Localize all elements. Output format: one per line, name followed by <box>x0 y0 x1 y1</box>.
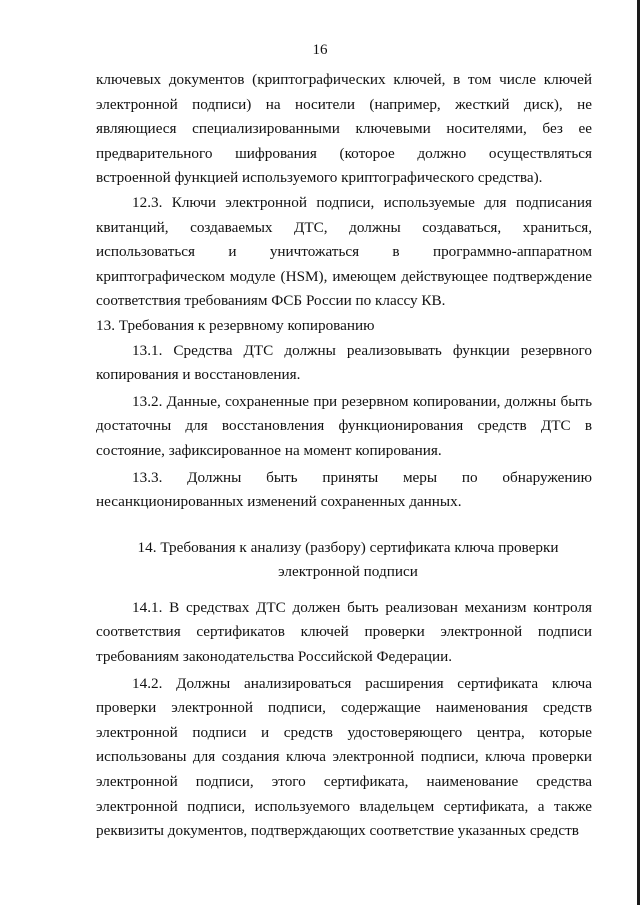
section-14-heading-line-1: 14. Требования к анализу (разбору) сертификата ключа проверки <box>137 538 559 556</box>
section-14-heading <box>96 536 592 585</box>
document-body <box>96 68 592 844</box>
section-14-heading-line-2: электронной подписи <box>278 563 418 581</box>
paragraph-14-1: 14.1. В средствах ДТС должен быть реализован механизм контроля соответствия сертификатов ключей проверки электронной подписи требованиям законодательства Российской Федерации. <box>96 598 592 666</box>
paragraph-13-1: 13.1. Средства ДТС должны реализовывать функции резервного копирования и восстановления. <box>96 341 592 384</box>
paragraph-13-2: 13.2. Данные, сохраненные при резервном копировании, должны быть достаточны для восстановления функционирования средств ДТС в состояние, зафиксированное на момент копирования. <box>96 392 592 459</box>
paragraph-continuation: ключевых документов (криптографических ключей, в том числе ключей электронной подписи) на носители (например, жесткий диск), не являющиеся специализированными ключевыми носителями, без ее предварительного шифрования (которое должно осуществляться встроенной функцией используемого криптографического средства). <box>96 71 592 187</box>
paragraph-13-3: 13.3. Должны быть приняты меры по обнаружению несанкционированных изменений сохраненных данных. <box>96 468 592 511</box>
page-number: 16 <box>312 42 328 58</box>
paragraph-14-2: 14.2. Должны анализироваться расширения сертификата ключа проверки электронной подписи, содержащие наименования средств электронной подписи и средств удостоверяющего центра, которые использованы для создания ключа электронной подписи, ключа проверки электронной подписи, этого сертификата, наименование средства электронной подписи, используемого владельцем сертификата, а также реквизиты документов, подтверждающих соответствие указанных средств <box>96 674 592 840</box>
paragraph-12-3: 12.3. Ключи электронной подписи, используемые для подписания квитанций, создаваемых ДТС, должны создаваться, храниться, использоваться и уничтожаться в программно-аппаратном криптографическом модуле (HSM), имеющем действующее подтверждение соответствия требованиям ФСБ России по классу КВ. <box>96 193 592 310</box>
section-13-heading: 13. Требования к резервному копированию <box>96 316 375 334</box>
